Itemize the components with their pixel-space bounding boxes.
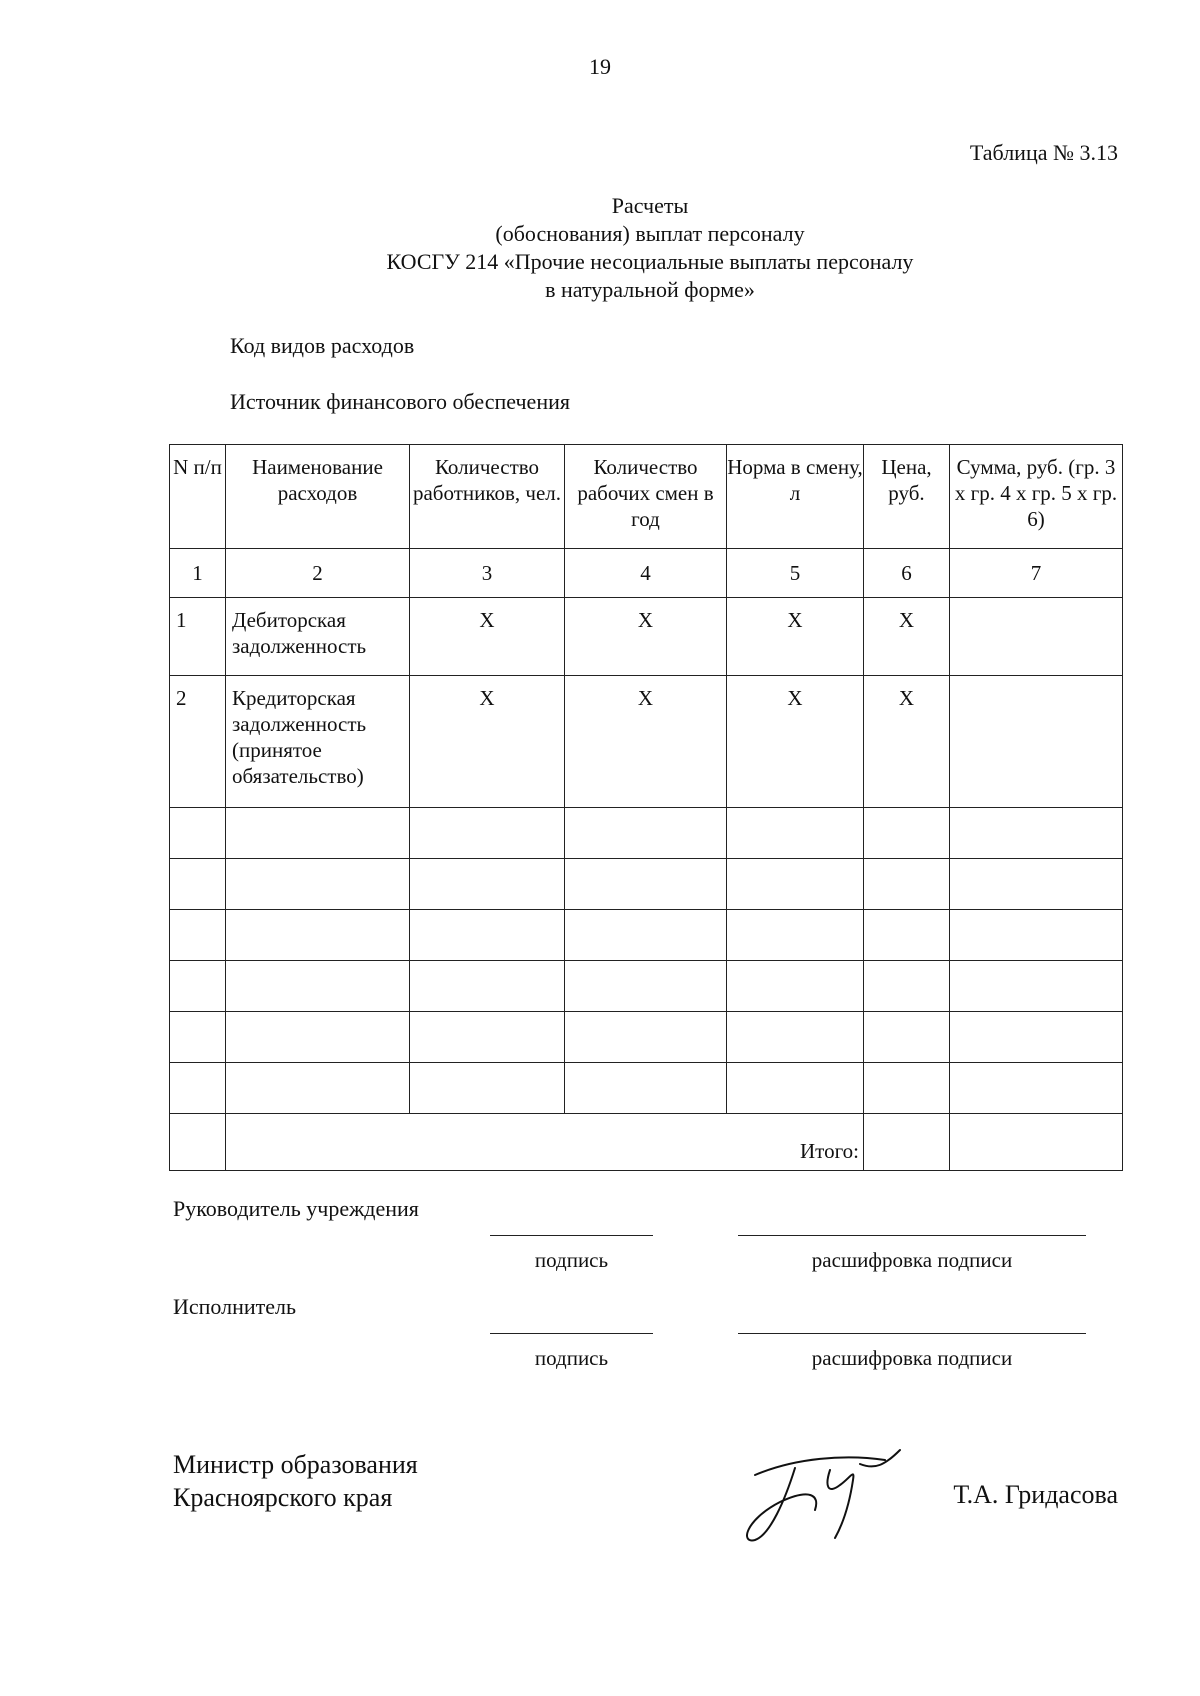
column-number: 7 [950,549,1123,598]
empty-row [170,808,1123,859]
header-cell: Сумма, руб. (гр. 3 х гр. 4 х гр. 5 х гр. 6) [950,445,1123,549]
title-line-4: в натуральной форме» [545,277,755,302]
column-number: 5 [727,549,864,598]
title-line-3: КОСГУ 214 «Прочие несоциальные выплаты персоналу [386,249,914,274]
total-label: Итого: [226,1114,864,1171]
minister-line-2: Красноярского края [173,1483,393,1512]
row-number: 2 [170,676,226,808]
cell: X [727,676,864,808]
head-decoding-line [738,1235,1086,1236]
header-cell: Цена, руб. [864,445,950,549]
cell: X [410,676,565,808]
calculation-table [169,444,1123,1171]
total-price-cell [864,1114,950,1171]
empty-row [170,910,1123,961]
cell: X [410,598,565,676]
cell: X [565,598,727,676]
page-number: 19 [589,54,611,79]
cell: X [864,676,950,808]
header-cell: Количество рабочих смен в год [565,445,727,549]
empty-row [170,1012,1123,1063]
column-number: 6 [864,549,950,598]
minister-name: Т.А. Гридасова [953,1480,1118,1509]
title-line-1: Расчеты [611,193,689,218]
head-signature-caption: подпись [534,1248,609,1272]
cell: X [727,598,864,676]
column-number-row [170,549,1123,598]
column-number: 4 [565,549,727,598]
row-number: 1 [170,598,226,676]
head-signature-line [490,1235,653,1236]
executor-decoding-caption: расшифровка подписи [811,1346,1013,1370]
minister-title [173,1448,418,1514]
empty-row [170,961,1123,1012]
table-header-row [170,445,1123,549]
header-cell: Наименование расходов [226,445,410,549]
minister-line-1: Министр образования [173,1450,418,1479]
header-cell: Норма в смену, л [727,445,864,549]
expense-name: Кредиторская задолженность (принятое обязательство) [226,676,410,808]
column-number: 1 [170,549,226,598]
table-row [170,676,1123,808]
cell: X [565,676,727,808]
executor-decoding-line [738,1333,1086,1334]
executor-signature-caption: подпись [534,1346,609,1370]
head-of-institution-label: Руководитель учреждения [173,1196,419,1221]
sum-cell [950,676,1123,808]
total-sum-cell [950,1114,1123,1171]
handwritten-signature-icon [735,1440,905,1550]
header-cell: N п/п [170,445,226,549]
column-number: 2 [226,549,410,598]
empty-row [170,859,1123,910]
sum-cell [950,598,1123,676]
table-row [170,598,1123,676]
cell: X [864,598,950,676]
document-title [0,192,1200,304]
head-decoding-caption: расшифровка подписи [811,1248,1013,1272]
expense-code-label: Код видов расходов [230,333,415,358]
executor-label: Исполнитель [173,1294,297,1319]
expense-name: Дебиторская задолженность [226,598,410,676]
header-cell: Количество работников, чел. [410,445,565,549]
executor-signature-line [490,1333,653,1334]
empty-row [170,1063,1123,1114]
table-label: Таблица № 3.13 [969,140,1118,165]
column-number: 3 [410,549,565,598]
title-line-2: (обоснования) выплат персоналу [495,221,805,246]
funding-source-label: Источник финансового обеспечения [230,389,570,414]
total-row [170,1114,1123,1171]
